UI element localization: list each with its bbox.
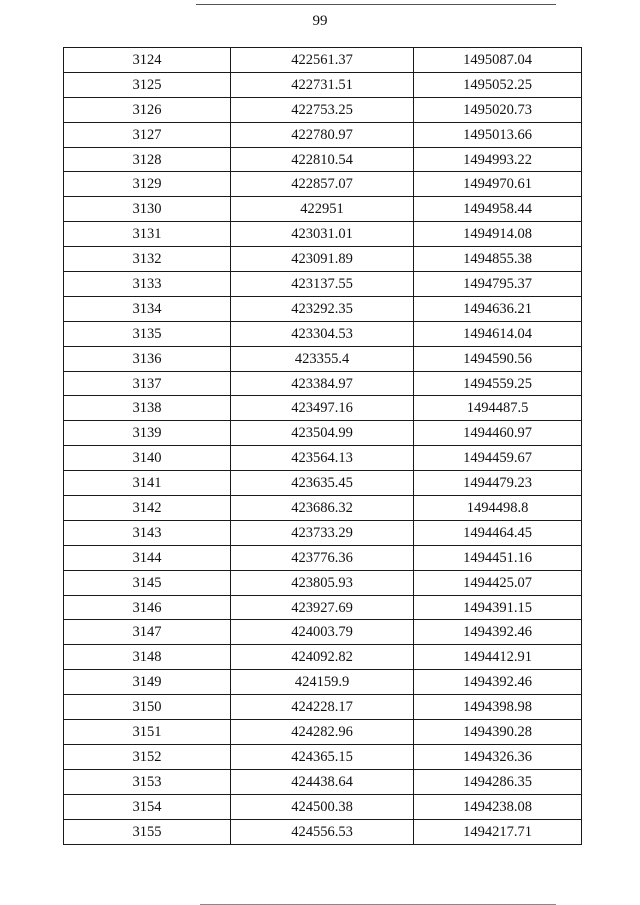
x-coordinate-cell: 423497.16 — [231, 396, 414, 421]
point-number-cell: 3131 — [64, 222, 231, 247]
x-coordinate-cell: 423031.01 — [231, 222, 414, 247]
point-number-cell: 3132 — [64, 247, 231, 272]
x-coordinate-cell: 423635.45 — [231, 471, 414, 496]
table-row — [64, 371, 582, 396]
point-number-cell: 3143 — [64, 520, 231, 545]
point-number-cell: 3141 — [64, 471, 231, 496]
table-row — [64, 48, 582, 73]
table-row — [64, 421, 582, 446]
table-row — [64, 520, 582, 545]
table-row — [64, 247, 582, 272]
x-coordinate-cell: 423805.93 — [231, 570, 414, 595]
point-number-cell: 3148 — [64, 645, 231, 670]
y-coordinate-cell: 1494914.08 — [414, 222, 582, 247]
y-coordinate-cell: 1494460.97 — [414, 421, 582, 446]
y-coordinate-cell: 1494636.21 — [414, 296, 582, 321]
point-number-cell: 3145 — [64, 570, 231, 595]
y-coordinate-cell: 1494459.67 — [414, 446, 582, 471]
table-row — [64, 496, 582, 521]
y-coordinate-cell: 1494286.35 — [414, 769, 582, 794]
table-row — [64, 595, 582, 620]
point-number-cell: 3149 — [64, 670, 231, 695]
point-number-cell: 3142 — [64, 496, 231, 521]
table-row — [64, 446, 582, 471]
x-coordinate-cell: 423504.99 — [231, 421, 414, 446]
y-coordinate-cell: 1494326.36 — [414, 744, 582, 769]
coordinates-table-body — [64, 48, 582, 845]
point-number-cell: 3127 — [64, 122, 231, 147]
y-coordinate-cell: 1494795.37 — [414, 272, 582, 297]
x-coordinate-cell: 424438.64 — [231, 769, 414, 794]
y-coordinate-cell: 1494390.28 — [414, 720, 582, 745]
x-coordinate-cell: 423304.53 — [231, 321, 414, 346]
y-coordinate-cell: 1494391.15 — [414, 595, 582, 620]
y-coordinate-cell: 1495052.25 — [414, 72, 582, 97]
table-row — [64, 720, 582, 745]
point-number-cell: 3138 — [64, 396, 231, 421]
y-coordinate-cell: 1494451.16 — [414, 545, 582, 570]
page-number: 99 — [312, 13, 328, 29]
table-row — [64, 645, 582, 670]
x-coordinate-cell: 424282.96 — [231, 720, 414, 745]
point-number-cell: 3152 — [64, 744, 231, 769]
y-coordinate-cell: 1494392.46 — [414, 670, 582, 695]
x-coordinate-cell: 424500.38 — [231, 794, 414, 819]
point-number-cell: 3130 — [64, 197, 231, 222]
point-number-cell: 3129 — [64, 172, 231, 197]
table-row — [64, 471, 582, 496]
table-row — [64, 197, 582, 222]
x-coordinate-cell: 423292.35 — [231, 296, 414, 321]
y-coordinate-cell: 1494412.91 — [414, 645, 582, 670]
y-coordinate-cell: 1495087.04 — [414, 48, 582, 73]
y-coordinate-cell: 1494498.8 — [414, 496, 582, 521]
y-coordinate-cell: 1494487.5 — [414, 396, 582, 421]
x-coordinate-cell: 423564.13 — [231, 446, 414, 471]
point-number-cell: 3125 — [64, 72, 231, 97]
table-row — [64, 72, 582, 97]
coordinates-table — [63, 47, 582, 845]
top-rule — [196, 4, 556, 5]
point-number-cell: 3154 — [64, 794, 231, 819]
y-coordinate-cell: 1494464.45 — [414, 520, 582, 545]
point-number-cell: 3144 — [64, 545, 231, 570]
y-coordinate-cell: 1494855.38 — [414, 247, 582, 272]
y-coordinate-cell: 1494217.71 — [414, 819, 582, 844]
x-coordinate-cell: 424228.17 — [231, 695, 414, 720]
point-number-cell: 3140 — [64, 446, 231, 471]
x-coordinate-cell: 423733.29 — [231, 520, 414, 545]
table-row — [64, 172, 582, 197]
table-row — [64, 620, 582, 645]
point-number-cell: 3150 — [64, 695, 231, 720]
x-coordinate-cell: 424365.15 — [231, 744, 414, 769]
y-coordinate-cell: 1494559.25 — [414, 371, 582, 396]
x-coordinate-cell: 423091.89 — [231, 247, 414, 272]
x-coordinate-cell: 422951 — [231, 197, 414, 222]
table-row — [64, 122, 582, 147]
point-number-cell: 3133 — [64, 272, 231, 297]
point-number-cell: 3134 — [64, 296, 231, 321]
point-number-cell: 3151 — [64, 720, 231, 745]
table-row — [64, 794, 582, 819]
point-number-cell: 3147 — [64, 620, 231, 645]
x-coordinate-cell: 422561.37 — [231, 48, 414, 73]
point-number-cell: 3137 — [64, 371, 231, 396]
point-number-cell: 3153 — [64, 769, 231, 794]
x-coordinate-cell: 423776.36 — [231, 545, 414, 570]
x-coordinate-cell: 422857.07 — [231, 172, 414, 197]
table-row — [64, 97, 582, 122]
table-row — [64, 147, 582, 172]
y-coordinate-cell: 1494970.61 — [414, 172, 582, 197]
y-coordinate-cell: 1494479.23 — [414, 471, 582, 496]
table-row — [64, 396, 582, 421]
table-row — [64, 769, 582, 794]
x-coordinate-cell: 423384.97 — [231, 371, 414, 396]
point-number-cell: 3139 — [64, 421, 231, 446]
x-coordinate-cell: 423137.55 — [231, 272, 414, 297]
x-coordinate-cell: 424092.82 — [231, 645, 414, 670]
x-coordinate-cell: 424159.9 — [231, 670, 414, 695]
table-row — [64, 222, 582, 247]
x-coordinate-cell: 422753.25 — [231, 97, 414, 122]
table-row — [64, 570, 582, 595]
table-row — [64, 296, 582, 321]
x-coordinate-cell: 424556.53 — [231, 819, 414, 844]
x-coordinate-cell: 423927.69 — [231, 595, 414, 620]
table-row — [64, 272, 582, 297]
point-number-cell: 3126 — [64, 97, 231, 122]
y-coordinate-cell: 1494238.08 — [414, 794, 582, 819]
point-number-cell: 3136 — [64, 346, 231, 371]
point-number-cell: 3128 — [64, 147, 231, 172]
y-coordinate-cell: 1494958.44 — [414, 197, 582, 222]
table-row — [64, 670, 582, 695]
table-row — [64, 744, 582, 769]
x-coordinate-cell: 422731.51 — [231, 72, 414, 97]
point-number-cell: 3135 — [64, 321, 231, 346]
x-coordinate-cell: 422780.97 — [231, 122, 414, 147]
y-coordinate-cell: 1495013.66 — [414, 122, 582, 147]
table-row — [64, 819, 582, 844]
x-coordinate-cell: 423355.4 — [231, 346, 414, 371]
y-coordinate-cell: 1494590.56 — [414, 346, 582, 371]
point-number-cell: 3124 — [64, 48, 231, 73]
y-coordinate-cell: 1494425.07 — [414, 570, 582, 595]
x-coordinate-cell: 424003.79 — [231, 620, 414, 645]
y-coordinate-cell: 1494993.22 — [414, 147, 582, 172]
table-row — [64, 346, 582, 371]
table-row — [64, 695, 582, 720]
x-coordinate-cell: 423686.32 — [231, 496, 414, 521]
point-number-cell: 3155 — [64, 819, 231, 844]
y-coordinate-cell: 1494614.04 — [414, 321, 582, 346]
table-row — [64, 545, 582, 570]
y-coordinate-cell: 1494392.46 — [414, 620, 582, 645]
table-row — [64, 321, 582, 346]
y-coordinate-cell: 1495020.73 — [414, 97, 582, 122]
point-number-cell: 3146 — [64, 595, 231, 620]
y-coordinate-cell: 1494398.98 — [414, 695, 582, 720]
x-coordinate-cell: 422810.54 — [231, 147, 414, 172]
